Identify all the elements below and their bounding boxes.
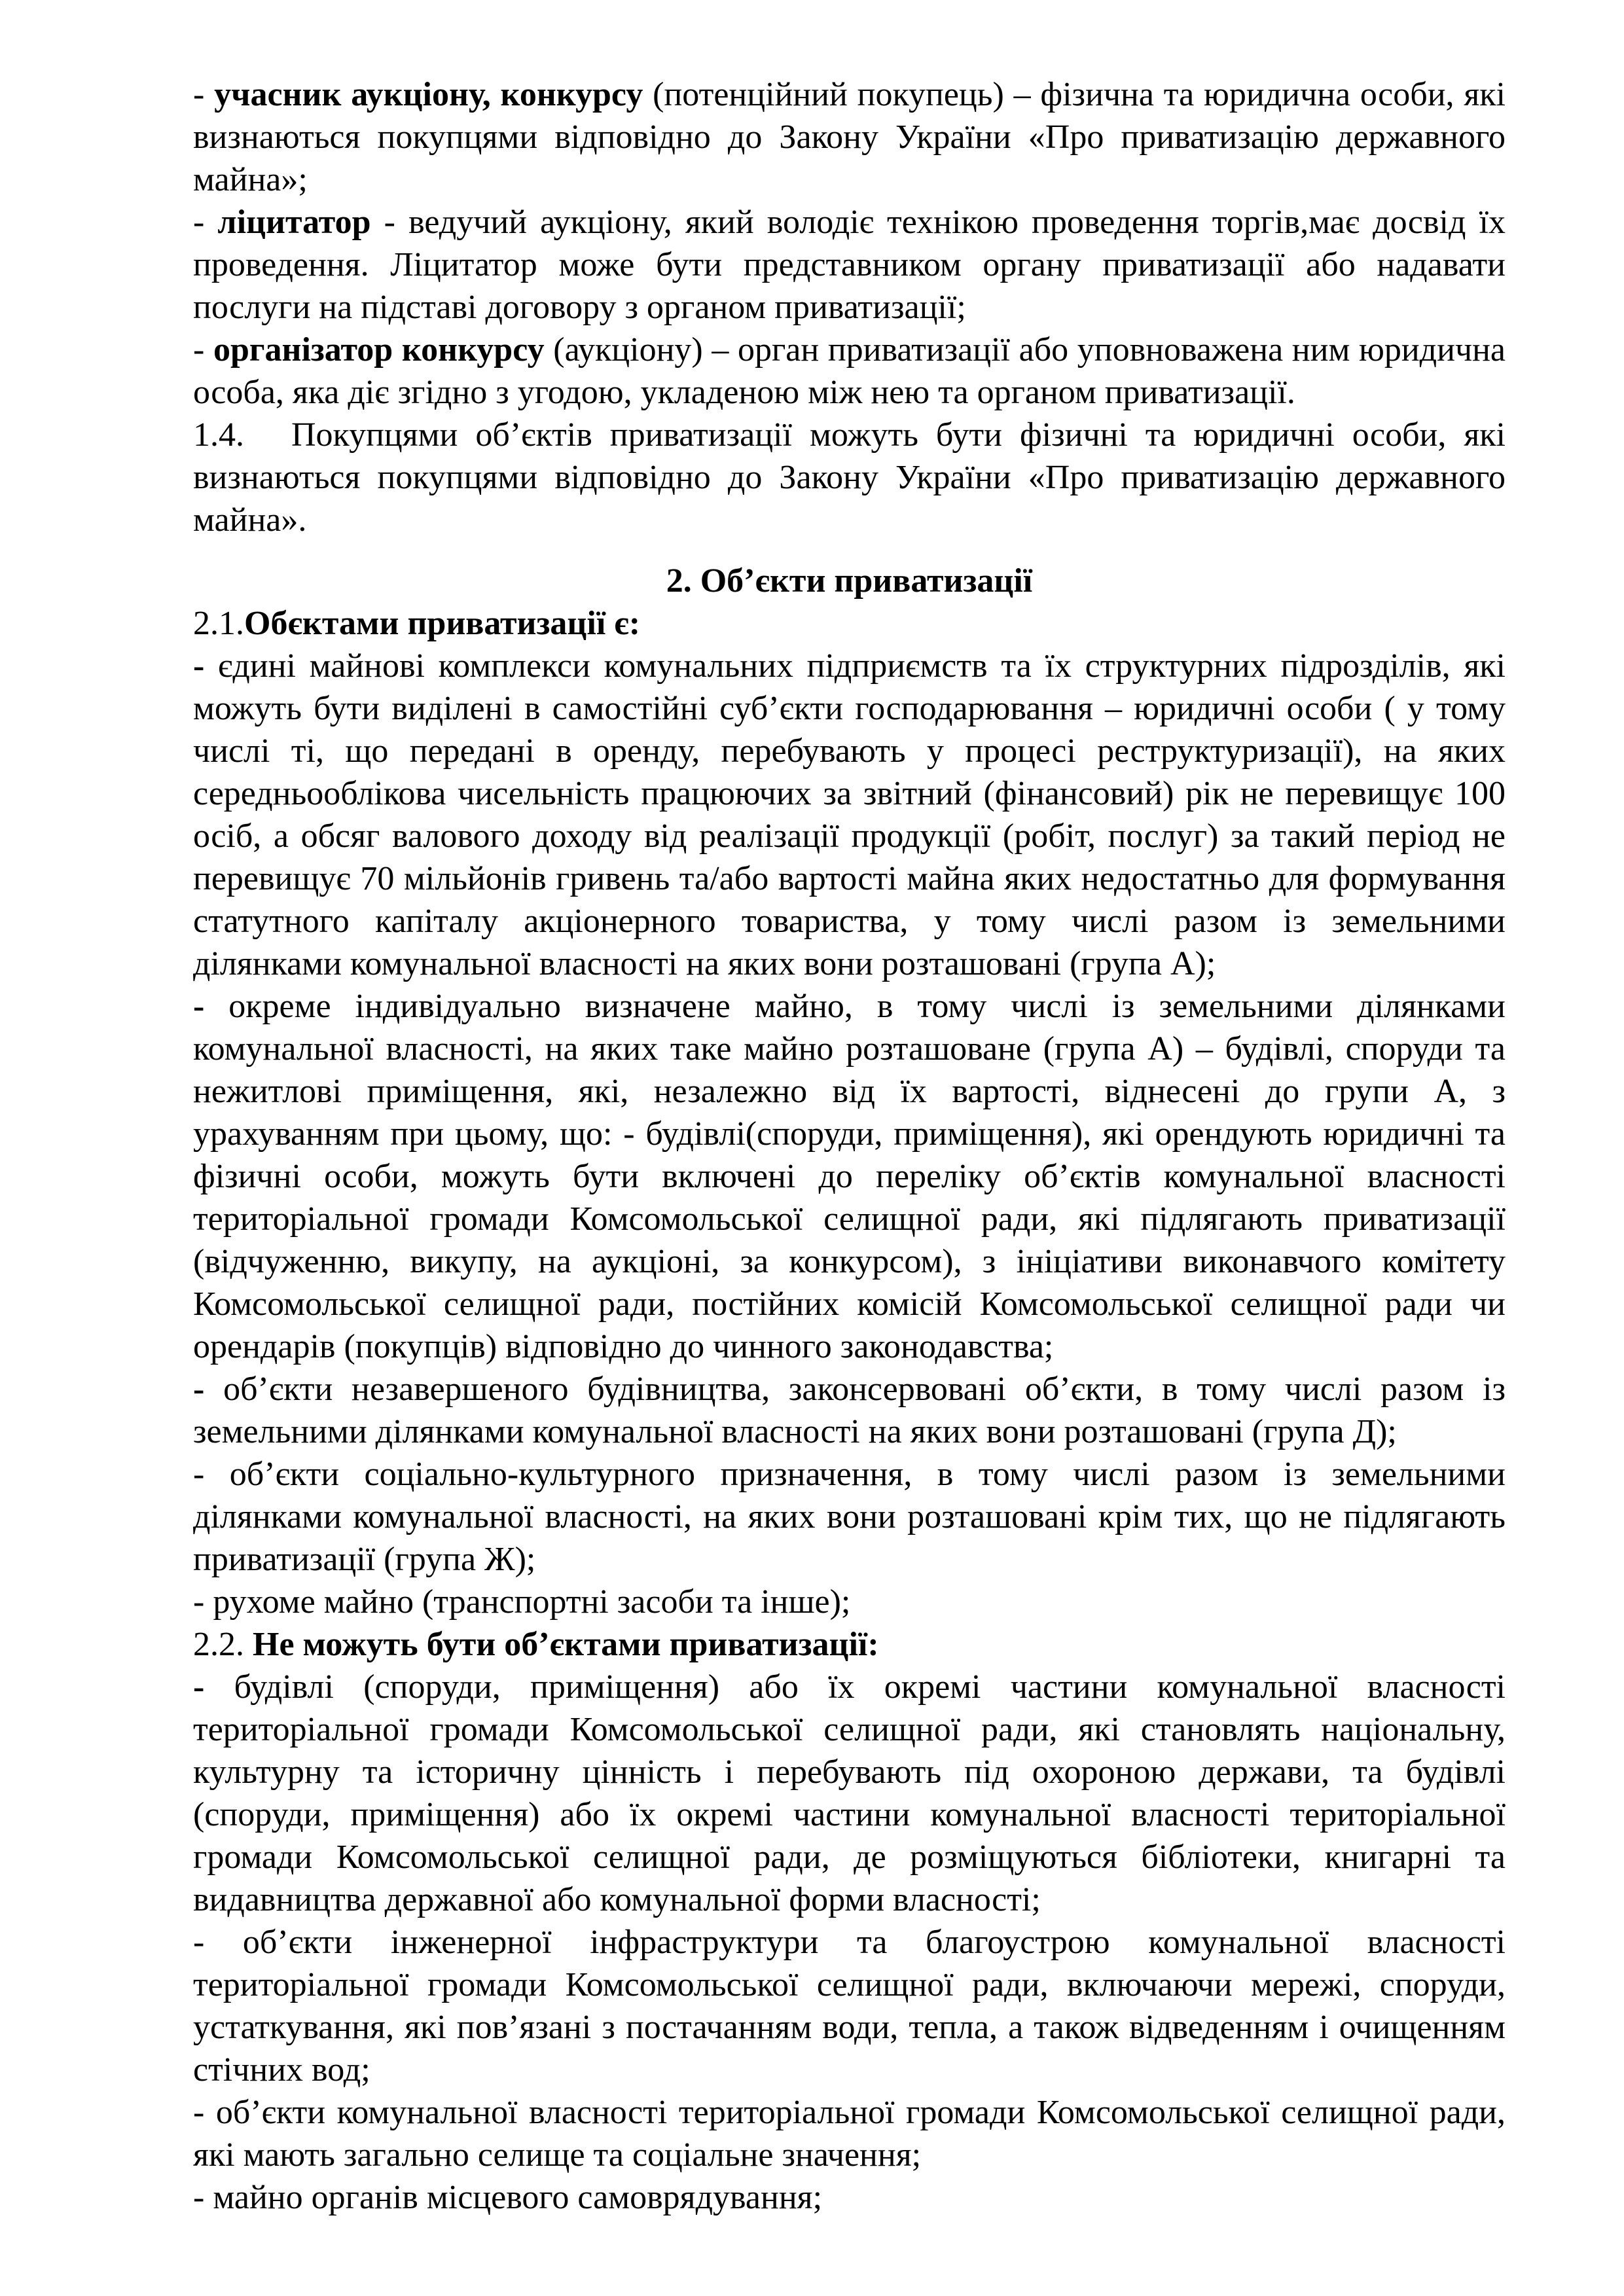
list-item-text: об’єкти незавершеного будівництва, законсервовані об’єкти, в тому числі разом із земельними ділянками комунальної власності на яких вони розташовані (група Д); bbox=[193, 1371, 1506, 1450]
list-item: - рухоме майно (транспортні засоби та інше); bbox=[193, 1583, 851, 1621]
term-organizer: організатор конкурсу bbox=[213, 331, 545, 368]
clause-number: 1.4. bbox=[193, 416, 244, 454]
list-item: - будівлі (споруди, приміщення) або їх окремі частини комунальної власності територіальної громади Комсомольської селищної ради, які становлять національну, культурну та історичну цінність і перебувають під охороною держави, та будівлі (споруди, приміщення) або їх окремі частини комунальної власності територіальної громади Комсомольської селищної ради, де розміщуються бібліотеки, книгарні та видавництва державної або комунальної форми власності; bbox=[193, 1668, 1506, 1918]
definition-bidder: - учасник аукціону, конкурсу (потенційний покупець) – фізична та юридична особи, які визнаються покупцями відповідно до Закону України «Про приватизацію державного майна»; bbox=[193, 76, 1506, 198]
list-item: - об’єкти соціально-культурного призначення, в тому числі разом із земельними ділянками комунальної власності, на яких вони розташовані крім тих, що не підлягають приватизації (група Ж); bbox=[193, 1456, 1506, 1578]
list-item: - об’єкти інженерної інфраструктури та благоустрою комунальної власності територіальної громади Комсомольської селищної ради, включаючи мережі, споруди, устаткування, які пов’язані з постачанням води, тепла, а також відведенням і очищенням стічних вод; bbox=[193, 1924, 1506, 2089]
term-auctioneer: ліцитатор bbox=[217, 204, 371, 241]
list-item-text: об’єкти соціально-культурного призначення, в тому числі разом із земельними ділянками комунальної власності, на яких вони розташовані крім тих, що не підлягають приватизації (група Ж); bbox=[193, 1456, 1506, 1578]
clause-2-1-heading bbox=[193, 602, 1506, 645]
list-item: - окреме індивідуально визначене майно, в тому числі із земельними ділянками комунальної власності, на яких таке майно розташоване (група А) – будівлі, споруди та нежитлові приміщення, які, незалежно від їх вартості, віднесені до групи А, з урахуванням при цьому, що: - будівлі(споруди, приміщення), які орендують юридичні та фізичні особи, можуть бути включені до переліку об’єктів комунальної власності територіальної громади Комсомольської селищної ради, які підлягають приватизації (відчуженню, викупу, на аукціоні, за конкурсом), з ініціативи виконавчого комітету Комсомольської селищної ради, постійних комісій Комсомольської селищної ради чи орендарів (покупців) відповідно до чинного законодавства; bbox=[193, 988, 1506, 1365]
clause-heading: Обєктами приватизації є: bbox=[244, 605, 641, 642]
clause-1-4 bbox=[193, 414, 1506, 541]
clause-text: Покупцями об’єктів приватизації можуть бути фізичні та юридичні особи, які визнаються покупцями відповідно до Закону України «Про приватизацію державного майна». bbox=[193, 416, 1506, 539]
definition-organizer-text: (аукціону) – орган приватизації або уповноважена ним юридична особа, яка діє згідно з угодою, укладеною між нею та органом приватизації. bbox=[193, 331, 1506, 411]
clause-number: 2.1. bbox=[193, 605, 244, 642]
definition-bidder-text: (потенційний покупець) – фізична та юридична особи, які визнаються покупцями відповідно до Закону України «Про приватизацію державного майна»; bbox=[193, 76, 1506, 198]
list-item-text: об’єкти комунальної власності територіальної громади Комсомольської селищної ради, які мають загально селище та соціальне значення; bbox=[193, 2094, 1506, 2174]
list-item: - об’єкти незавершеного будівництва, законсервовані об’єкти, в тому числі разом із земельними ділянками комунальної власності на яких вони розташовані (група Д); bbox=[193, 1371, 1506, 1450]
definition-auctioneer: - ліцитатор - ведучий аукціону, який володіє технікою проведення торгів,має досвід їх проведення. Ліцитатор може бути представником органу приватизації або надавати послуги на підставі договору з органом приватизації; bbox=[193, 204, 1506, 326]
clause-heading: Не можуть бути об’єктами приватизації: bbox=[253, 1626, 879, 1663]
list-item: - майно органів місцевого самоврядування; bbox=[193, 2179, 823, 2216]
definition-organizer: - організатор конкурсу (аукціону) – орган приватизації або уповноважена ним юридична особа, яка діє згідно з угодою, укладеною між нею та органом приватизації. bbox=[193, 331, 1506, 411]
clause-2-2-heading bbox=[193, 1623, 1506, 1666]
list-item-text: об’єкти інженерної інфраструктури та благоустрою комунальної власності територіальної громади Комсомольської селищної ради, включаючи мережі, споруди, устаткування, які пов’язані з постачанням води, тепла, а також відведенням і очищенням стічних вод; bbox=[193, 1924, 1506, 2089]
section-title: 2. Об’єкти приватизації bbox=[666, 562, 1033, 600]
list-item-text: окреме індивідуально визначене майно, в тому числі із земельними ділянками комунальної власності, на яких таке майно розташоване (група А) – будівлі, споруди та нежитлові приміщення, які, незалежно від їх вартості, віднесені до групи А, з урахуванням при цьому, що: - будівлі(споруди, приміщення), які орендують юридичні та фізичні особи, можуть бути включені до переліку об’єктів комунальної власності територіальної громади Комсомольської селищної ради, які підлягають приватизації (відчуженню, викупу, на аукціоні, за конкурсом), з ініціативи виконавчого комітету Комсомольської селищної ради, постійних комісій Комсомольської селищної ради чи орендарів (покупців) відповідно до чинного законодавства; bbox=[193, 988, 1506, 1365]
list-item: - об’єкти комунальної власності територіальної громади Комсомольської селищної ради, які мають загально селище та соціальне значення; bbox=[193, 2094, 1506, 2174]
list-item: - єдині майнові комплекси комунальних підприємств та їх структурних підрозділів, які можуть бути виділені в самостійні суб’єкти господарювання – юридичні особи ( у тому числі ті, що передані в оренду, перебувають у процесі реструктуризації), на яких середньооблікова чисельність працюючих за звітний (фінансовий) рік не перевищує 100 осіб, а обсяг валового доходу від реалізації продукції (робіт, послуг) за такий період не перевищує 70 мільйонів гривень та/або вартості майна яких недостатньо для формування статутного капіталу акціонерного товариства, у тому числі разом із земельними ділянками комунальної власності на яких вони розташовані (група А); bbox=[193, 647, 1506, 982]
definition-auctioneer-text: - ведучий аукціону, який володіє технікою проведення торгів,має досвід їх проведення. Ліцитатор може бути представником органу приватизації або надавати послуги на підставі договору з органом приватизації; bbox=[193, 204, 1506, 326]
list-item-text: рухоме майно (транспортні засоби та інше); bbox=[204, 1583, 851, 1621]
list-item-text: єдині майнові комплекси комунальних підприємств та їх структурних підрозділів, які можуть бути виділені в самостійні суб’єкти господарювання – юридичні особи ( у тому числі ті, що передані в оренду, перебувають у процесі реструктуризації), на яких середньооблікова чисельність працюючих за звітний (фінансовий) рік не перевищує 100 осіб, а обсяг валового доходу від реалізації продукції (робіт, послуг) за такий період не перевищує 70 мільйонів гривень та/або вартості майна яких недостатньо для формування статутного капіталу акціонерного товариства, у тому числі разом із земельними ділянками комунальної власності на яких вони розташовані (група А); bbox=[193, 647, 1506, 982]
list-item-text: будівлі (споруди, приміщення) або їх окремі частини комунальної власності територіальної громади Комсомольської селищної ради, які становлять національну, культурну та історичну цінність і перебувають під охороною держави, та будівлі (споруди, приміщення) або їх окремі частини комунальної власності територіальної громади Комсомольської селищної ради, де розміщуються бібліотеки, книгарні та видавництва державної або комунальної форми власності; bbox=[193, 1668, 1506, 1918]
term-bidder: учасник аукціону, конкурсу bbox=[214, 76, 643, 113]
clause-number: 2.2. bbox=[193, 1626, 253, 1663]
list-item-text: майно органів місцевого самоврядування; bbox=[204, 2179, 823, 2216]
document-page bbox=[193, 73, 1506, 2219]
